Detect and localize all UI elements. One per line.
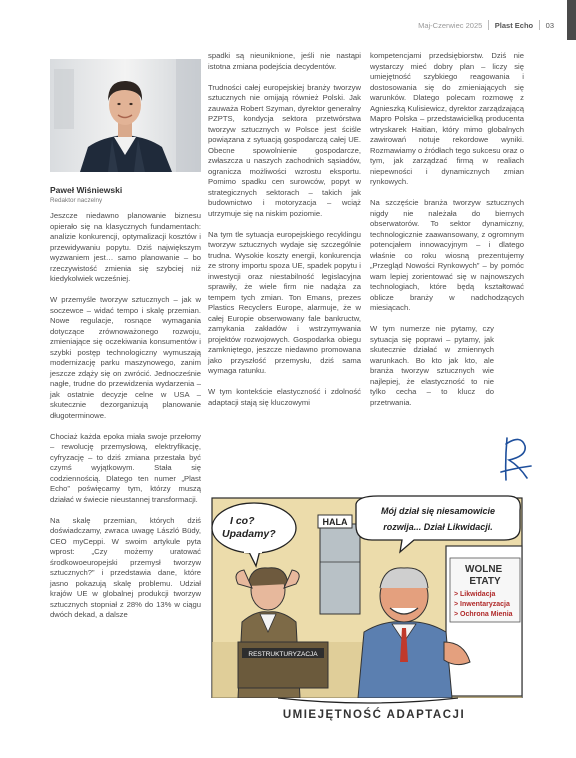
paragraph: W przemyśle tworzyw sztucznych – jak w soczewce – widać tempo i skalę przemian. Nowe regulacje, rosnące wymagania dotyczące zrównoważonego rozwoju, zmieniające się oczekiwania konsumentów i szybki postęp technologiczny wymuszają modernizację parku maszynowego, zanim jeszcze zdąży się on zwrócić. Jednocześnie nagłe, trudne do przewidzenia wydarzenia – jak ostatnie decyzje celne w USA – skutecznie dezorganizują planowanie długoterminowe. xyxy=(50,295,201,420)
cartoon-door-title: WOLNE ETATY xyxy=(465,564,503,587)
text-column-2 xyxy=(208,51,361,419)
text-column-3 xyxy=(370,51,524,419)
door-item: > Ochrona Mienia xyxy=(454,611,513,618)
author-name: Paweł Wiśniewski xyxy=(50,185,123,195)
cartoon-bubble-left: I co? Upadamy? xyxy=(222,515,276,540)
paragraph: Na tym tle sytuacja europejskiego recyklingu tworzyw sztucznych wydaje się szczególnie trudna. Wysokie koszty energii, konkurencja ze strony importu spoza UE, spadek popytu i inwestycji oraz niestabilność legislacyjna sprawiły, że wiele firm nie nadąża za tempem tych zmian. Ton Emans, prezes Plastics Recyclers Europe, alarmuje, że w całej Europie obserwowany fale bankructw, zamykania zakładów i wstrzymywania projektów rozwojowych. Gospodarka obiegu zamkniętego, jeszcze niedawno promowana jako przyszłość przemysłu, dziś sama wymaga ratunku. xyxy=(208,229,361,375)
paragraph: Na szczęście branża tworzyw sztucznych nigdy nie należała do biernych obserwatorów. To sektor dynamiczny, technologicznie zaawansowany, z ogromnym potencjałem innowacyjnym – i dlatego właśnie co roku wiosną prezentujemy „Przegląd Nowości Rynkowych” – by pomóc wam lepiej zorientować się w najnowszych technologiach, które będą kształtować oblicze branży w nadchodzących miesiącach. xyxy=(370,198,524,312)
paragraph: Trudności całej europejskiej branży tworzyw sztucznych nie omijają również Polski. Jak zauważa Robert Szyman, dyrektor generalny PZPTS, kondycja sektora przetwórstwa tworzyw sztucznych w Polsce jest ściśle powiązana z sytuacją gospodarczą całej UE. Obecne spowolnienie gospodarcze, zwłaszcza u naszych zachodnich sąsiadów, ogranicza możliwości wzrostu eksportu. Pomimo spadku cen surowców, popyt w strategicznych sektorach – takich jak budownictwo i motoryzacja – wciąż utrzymuje się na niskim poziomie. xyxy=(208,82,361,218)
paragraph: kompetencjami przedsiębiorstw. Dziś nie wystarczy mieć dobry plan – liczy się umiejętność szybkiego reagowania i dostosowania się do zmieniających się warunków. Dlatego polecam rozmowę z Agnieszką Kulisiewicz, dyrektor zarządzającą Mapro Polska – przedstawicielką producenta wtryskarek Haitian, który mimo globalnych zawirowań notuje rekordowe wyniki. Rozmawiamy o źródłach tego sukcesu oraz o tym, jak zarządzać firmą w realiach niepewności i dynamicznych zmian rynkowych. xyxy=(370,51,524,186)
cartoon-drawing xyxy=(208,492,526,724)
paragraph: W tym numerze nie pytamy, czy sytuacja się poprawi – pytamy, jak skutecznie działać w zmiennych warunkach. Bo kto jak kto, ale branża tworzyw sztucznych wie najlepiej, że elastyczność to nie tylko cecha – to klucz do przetrwania. xyxy=(370,324,494,407)
cartoon-stamp: RESTRUKTURYZACJA xyxy=(248,651,318,658)
cartoon-bubble-right-line2: rozwija... Dział Likwidacji. xyxy=(383,522,493,532)
page-number: 03 xyxy=(545,20,554,30)
paragraph: Chociaż każda epoka miała swoje przełomy – rewolucję przemysłową, elektryfikację, cyfryzację – to dziś zmiana przestała być czymś wyjątkowym. Stała się codziennością. Dlatego ten numer „Plast Echo” poświęcamy tym, którzy muszą działać w świecie nieustannej transformacji. xyxy=(50,431,201,504)
header-divider xyxy=(488,20,489,30)
author-photo-illustration xyxy=(50,59,201,172)
text-column-1 xyxy=(50,211,201,631)
cartoon-sign: HALA xyxy=(322,517,348,527)
signature-icon xyxy=(497,432,535,484)
issue-date: Maj-Czerwiec 2025 xyxy=(418,20,483,30)
cartoon-caption: UMIEJĘTNOŚĆ ADAPTACJI xyxy=(282,709,466,721)
magazine-name: Plast Echo xyxy=(494,20,534,30)
paragraph: W tym kontekście elastyczność i zdolność adaptacji stają się kluczowymi xyxy=(208,387,361,407)
author-role: Redaktor naczelny xyxy=(50,197,103,204)
cartoon-bubble-right-line1: Mój dział się niesamowicie xyxy=(380,506,496,516)
header-divider-2 xyxy=(539,20,540,30)
paragraph: Jeszcze niedawno planowanie biznesu opierało się na klasycznych fundamentach: analizie konkurencji, optymalizacji kosztów i przewidywaniu popytu. Dziś największym wyzwaniem jest… samo planowanie – bo rzeczywistość zmienia się szybciej niż kiedykolwiek wcześniej. xyxy=(50,211,201,283)
door-item: > Likwidacja xyxy=(454,591,496,598)
corner-accent-bar xyxy=(567,0,576,40)
author-photo xyxy=(50,59,201,172)
door-item: > Inwentaryzacja xyxy=(454,601,510,608)
author-block xyxy=(50,185,201,204)
page-header xyxy=(418,18,554,32)
cartoon-illustration xyxy=(208,492,526,724)
paragraph: Na skalę przemian, których dziś doświadczamy, zwraca uwagę László Büdy, CEO myCeppi. W swoim artykule pyta wprost: „Czy możemy uratować środkowoeuropejski przemysł tworzyw sztucznych?” i przedstawia dane, które jasno pokazują skalę problemu. Udział krajów UE w globalnej produkcji tworzyw sztucznych stopniał z 28% do 13% w ciągu dwóch dekad, a dalsze xyxy=(50,515,201,619)
paragraph: spadki są nieuniknione, jeśli nie nastąpi istotna zmiana podejścia decydentów. xyxy=(208,51,361,71)
